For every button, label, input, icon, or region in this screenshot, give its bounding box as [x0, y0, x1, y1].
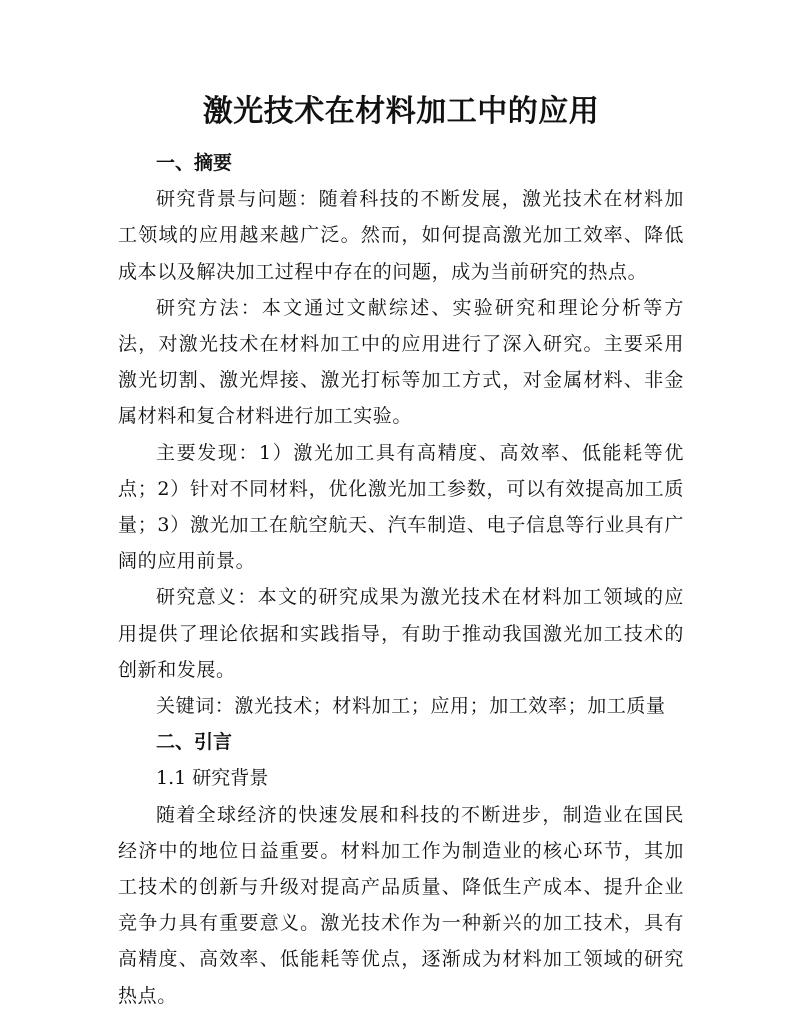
- paragraph-keywords: 关键词：激光技术；材料加工；应用；加工效率；加工质量: [156, 695, 666, 718]
- paragraph-introduction: 随着全球经济的快速发展和科技的不断进步，制造业在国民经济中的地位日益重要。材料加工作为制造业的核心环节，其加工技术的创新与升级对提高产品质量、降低生产成本、提升企业竞争力具有重要意义。激光技术作为一种新兴的加工技术，具有高精度、高效率、低能耗等优点，逐渐成为材料加工领域的研究热点。: [118, 803, 684, 1007]
- paragraph-research-methods: 研究方法：本文通过文献综述、实验研究和理论分析等方法，对激光技术在材料加工中的应用进行了深入研究。主要采用激光切割、激光焊接、激光打标等加工方式，对金属材料、非金属材料和复合材料进行加工实验。: [118, 296, 684, 428]
- subsection-heading-background: 1.1 研究背景: [156, 767, 269, 790]
- document-title: 激光技术在材料加工中的应用: [202, 94, 600, 129]
- section-heading-abstract: 一、摘要: [156, 152, 233, 174]
- document-body: [118, 145, 684, 1014]
- paragraph-research-background: 研究背景与问题：随着科技的不断发展，激光技术在材料加工领域的应用越来越广泛。然而，如何提高激光加工效率、降低成本以及解决加工过程中存在的问题，成为当前研究的热点。: [118, 188, 684, 283]
- paragraph-research-significance: 研究意义：本文的研究成果为激光技术在材料加工领域的应用提供了理论依据和实践指导，有助于推动我国激光加工技术的创新和发展。: [118, 586, 684, 681]
- section-heading-introduction: 二、引言: [156, 731, 233, 754]
- paragraph-main-findings: 主要发现：1）激光加工具有高精度、高效率、低能耗等优点；2）针对不同材料，优化激光加工参数，可以有效提高加工质量；3）激光加工在航空航天、汽车制造、电子信息等行业具有广阔的应用前景。: [118, 441, 684, 573]
